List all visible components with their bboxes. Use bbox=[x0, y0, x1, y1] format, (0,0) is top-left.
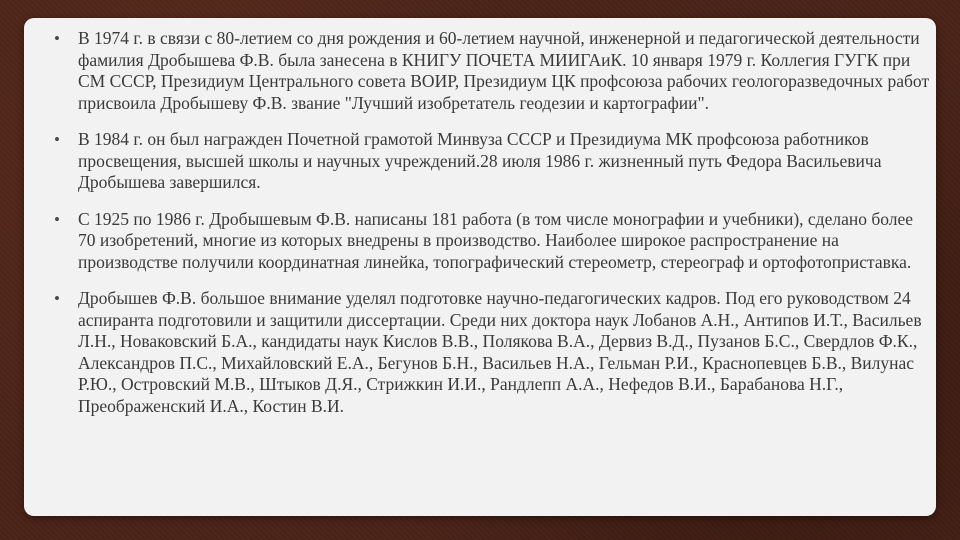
bullet-list bbox=[54, 28, 930, 432]
bullet-text-1: В 1974 г. в связи с 80-летием со дня рождения и 60-летием научной, инженерной и педагогической деятельности фамилия Дробышева Ф.В. была занесена в КНИГУ ПОЧЕТА МИИГАиК. 10 января 1979 г. Коллегия ГУГК при СМ СССР, Президиум Центрального совета ВОИР, Президиум ЦК профсоюза рабочих геологоразведочных работ присвоила Дробышеву Ф.В. звание "Лучший изобретатель геодезии и картографии". bbox=[78, 28, 930, 113]
slide-card bbox=[24, 18, 936, 516]
bullet-icon: • bbox=[54, 209, 60, 229]
bullet-icon: • bbox=[54, 130, 60, 149]
bullet-item-1 bbox=[54, 28, 930, 114]
bullet-icon: • bbox=[54, 29, 60, 48]
bullet-text-4: Дробышев Ф.В. большое внимание уделял подготовке научно-педагогических кадров. Под его руководством 24 аспиранта подготовили и защитили диссертации. Среди них доктора наук Лобанов А.Н., Антипов И.Т., Васильев Л.Н., Новаковский Б.А., кандидаты наук Кислов В.В., Полякова В.А., Дервиз В.Д., Пузанов Б.С., Свердлов Ф.К., Александров П.С., Михайловский Е.А., Бегунов Б.Н., Васильев Н.А., Гельман Р.И., Краснопевцев Б.В., Вилунас Р.Ю., Островский М.В., Штыков Д.Я., Стрижкин И.И., Рандлепп А.А., Нефедов В.И., Барабанова Н.Г., Преображенский И.А., Костин В.И. bbox=[78, 288, 922, 416]
bullet-text-2: В 1984 г. он был награжден Почетной грамотой Минвуза СССР и Президиума МК профсоюза работников просвещения, высшей школы и научных учреждений.28 июля 1986 г. жизненный путь Федора Васильевича Дробышева завершился. bbox=[78, 129, 882, 192]
bullet-item-3 bbox=[54, 209, 930, 274]
bullet-text-3: С 1925 по 1986 г. Дробышевым Ф.В. написаны 181 работа (в том числе монографии и учебники), сделано более 70 изобретений, многие из которых внедрены в производство. Наиболее широкое распространение на производстве получили координатная линейка, топографический стереометр, стереограф и ортофотоприставка. bbox=[78, 208, 914, 272]
bullet-item-2 bbox=[54, 129, 930, 194]
bullet-icon: • bbox=[54, 289, 60, 308]
bullet-item-4 bbox=[54, 288, 930, 417]
